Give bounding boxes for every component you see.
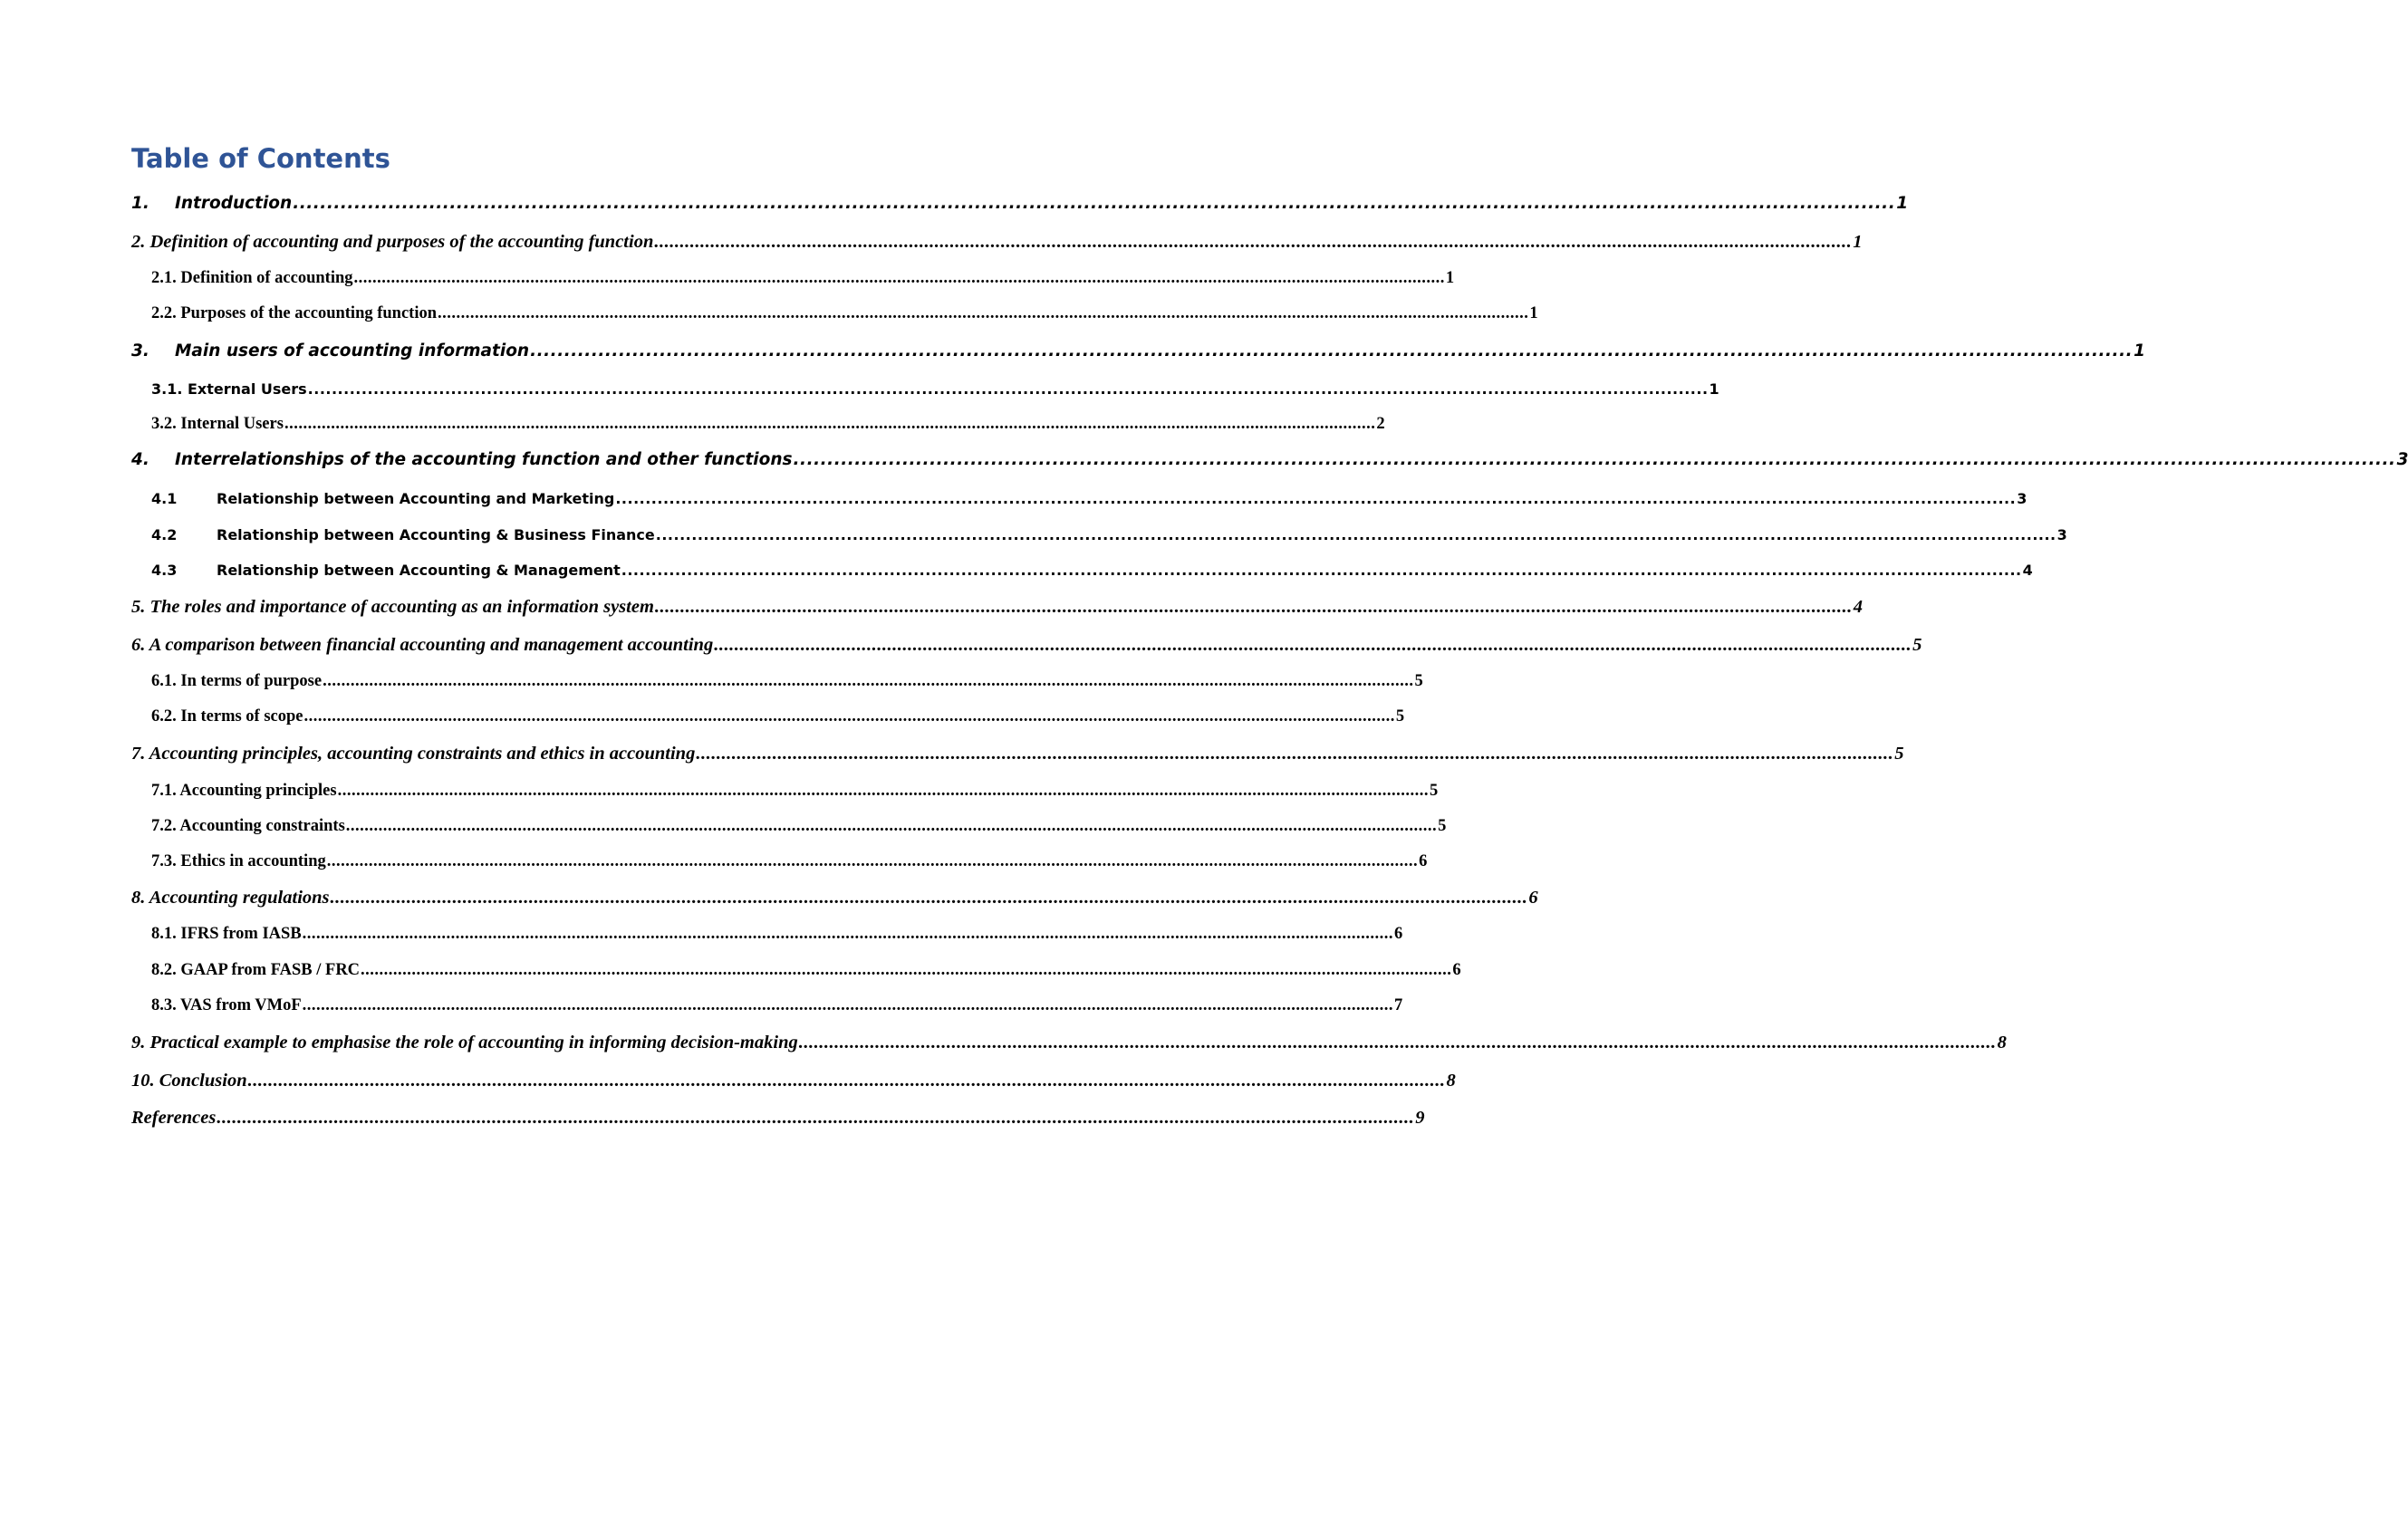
toc-leader-dots: ........................................................................................................................................................................................................................................... [307, 380, 1709, 398]
toc-leader-dots: ........................................................................................................................................................................................................................................... [798, 1033, 1997, 1053]
toc-leader-dots: ........................................................................................................................................................................................................................................... [303, 707, 1395, 726]
toc-entry-title: 7.1. Accounting principles [151, 782, 337, 800]
toc-leader-dots: ........................................................................................................................................................................................................................................... [293, 194, 1896, 213]
toc-entry-number: 4.3 [151, 562, 178, 579]
toc-leader-dots: ........................................................................................................................................................................................................................................... [302, 925, 1394, 943]
toc-entry[interactable] [151, 852, 1428, 871]
toc-entry[interactable] [151, 269, 1455, 288]
toc-entry[interactable] [131, 597, 1864, 618]
toc-entry-page: 6 [1528, 888, 1538, 908]
toc-entry-page: 1 [1529, 304, 1538, 322]
toc-entry-title: 2.2. Purposes of the accounting function [151, 304, 438, 322]
toc-entry-title: 7.2. Accounting constraints [151, 817, 345, 835]
toc-entry[interactable] [151, 415, 1385, 434]
toc-entry-page: 5 [1894, 744, 1904, 764]
toc-entry-title: 5. The roles and importance of accounting as an information system [131, 597, 654, 617]
toc-leader-dots: ........................................................................................................................................................................................................................................... [247, 1071, 1446, 1091]
toc-entry-title: 3.2. Internal Users [151, 415, 284, 433]
toc-leader-dots: ........................................................................................................................................................................................................................................... [345, 817, 1438, 835]
toc-entry[interactable] [131, 341, 2145, 360]
toc-entry-page: 3 [2396, 450, 2408, 469]
toc-leader-dots: ........................................................................................................................................................................................................................................... [326, 852, 1419, 870]
toc-entry[interactable] [151, 961, 1461, 980]
toc-entry-page: 5 [1414, 672, 1423, 690]
toc-entry-title: 9. Practical example to emphasise the role of accounting in informing decision-making [131, 1033, 798, 1053]
toc-entry-title: 10. Conclusion [131, 1071, 247, 1091]
toc-entry-page: 1 [1896, 194, 1909, 213]
toc-leader-dots: ........................................................................................................................................................................................................................................... [654, 597, 1853, 617]
toc-entry-number: 4.1 [151, 490, 178, 507]
toc-entry[interactable] [151, 526, 2067, 543]
toc-entry-page: 4 [1853, 597, 1864, 617]
toc-entry[interactable] [151, 562, 2033, 579]
toc-entry-number: 4. [131, 450, 149, 469]
toc-entry-page: 5 [1912, 635, 1922, 655]
toc-leader-dots: ........................................................................................................................................................................................................................................... [615, 490, 2017, 507]
toc-leader-dots: ........................................................................................................................................................................................................................................... [353, 269, 1445, 287]
toc-leader-dots: ........................................................................................................................................................................................................................................... [217, 1108, 1415, 1128]
toc-entry[interactable] [131, 232, 1863, 253]
toc-entry-page: 2 [1376, 415, 1385, 433]
toc-entry[interactable] [151, 304, 1538, 323]
toc-entry-title: 8.1. IFRS from IASB [151, 925, 302, 943]
toc-entry-title: 8.2. GAAP from FASB / FRC [151, 961, 361, 979]
toc-entry-title: 2. Definition of accounting and purposes of the accounting function [131, 232, 654, 252]
toc-title: Table of Contents [131, 143, 390, 174]
toc-leader-dots: ........................................................................................................................................................................................................................................... [793, 450, 2396, 469]
toc-entry[interactable] [151, 782, 1439, 801]
toc-entry-page: 1 [1709, 380, 1719, 398]
toc-entry-title: 7.3. Ethics in accounting [151, 852, 326, 870]
toc-entry[interactable] [131, 1071, 1456, 1091]
toc-entry-title: 8. Accounting regulations [131, 888, 330, 908]
toc-entry[interactable] [131, 194, 1909, 213]
toc-leader-dots: ........................................................................................................................................................................................................................................... [302, 996, 1394, 1014]
toc-entry-page: 9 [1415, 1108, 1425, 1128]
toc-entry[interactable] [151, 707, 1405, 726]
toc-leader-dots: ........................................................................................................................................................................................................................................... [696, 744, 1894, 764]
toc-entry-number: 3. [131, 341, 149, 360]
toc-entry-page: 4 [2022, 562, 2033, 579]
toc-entry[interactable] [151, 490, 2028, 507]
toc-entry-title: Relationship between Accounting and Marketing [217, 490, 615, 507]
toc-entry-page: 6 [1452, 961, 1461, 979]
toc-entry-page: 5 [1395, 707, 1405, 726]
toc-entry-page: 8 [1446, 1071, 1456, 1091]
toc-entry-title: 2.1. Definition of accounting [151, 269, 353, 287]
toc-leader-dots: ........................................................................................................................................................................................................................................... [284, 415, 1376, 433]
toc-entry-title: Relationship between Accounting & Business Finance [217, 526, 655, 543]
toc-entry-page: 8 [1997, 1033, 2007, 1053]
toc-entry[interactable] [131, 635, 1922, 656]
toc-leader-dots: ........................................................................................................................................................................................................................................... [530, 341, 2133, 360]
toc-leader-dots: ........................................................................................................................................................................................................................................... [337, 782, 1429, 800]
toc-entry[interactable] [131, 1033, 2007, 1053]
toc-entry-page: 6 [1419, 852, 1428, 870]
toc-entry-title: 6. A comparison between financial accounting and management accounting [131, 635, 714, 655]
toc-entry-title: 6.1. In terms of purpose [151, 672, 323, 690]
toc-entry[interactable] [131, 450, 2408, 469]
toc-leader-dots: ........................................................................................................................................................................................................................................... [621, 562, 2022, 579]
toc-entry[interactable] [151, 817, 1447, 836]
toc-entry-title: Introduction [175, 194, 293, 213]
toc-leader-dots: ........................................................................................................................................................................................................................................... [323, 672, 1414, 690]
toc-entry-title: 3.1. External Users [151, 380, 307, 398]
toc-entry-page: 1 [1445, 269, 1455, 287]
toc-entry-number: 4.2 [151, 526, 178, 543]
toc-entry[interactable] [151, 672, 1423, 691]
toc-leader-dots: ........................................................................................................................................................................................................................................... [714, 635, 1912, 655]
toc-entry-title: References [131, 1108, 217, 1128]
toc-entry[interactable] [131, 744, 1904, 764]
toc-entry-page: 1 [1853, 232, 1863, 252]
toc-entry-title: Main users of accounting information [175, 341, 530, 360]
toc-entry-page: 1 [2133, 341, 2145, 360]
toc-leader-dots: ........................................................................................................................................................................................................................................... [438, 304, 1529, 322]
toc-entry-page: 5 [1438, 817, 1447, 835]
toc-entry[interactable] [151, 925, 1403, 944]
toc-entry-number: 1. [131, 194, 149, 213]
toc-leader-dots: ........................................................................................................................................................................................................................................... [361, 961, 1452, 979]
toc-entry-page: 6 [1394, 925, 1403, 943]
toc-entry-page: 3 [2056, 526, 2067, 543]
toc-leader-dots: ........................................................................................................................................................................................................................................... [655, 526, 2056, 543]
toc-entry-title: 8.3. VAS from VMoF [151, 996, 302, 1014]
toc-leader-dots: ........................................................................................................................................................................................................................................... [654, 232, 1853, 252]
toc-entry[interactable] [131, 1108, 1425, 1129]
toc-leader-dots: ........................................................................................................................................................................................................................................... [330, 888, 1528, 908]
toc-entry-title: Relationship between Accounting & Management [217, 562, 621, 579]
toc-entry-page: 7 [1394, 996, 1403, 1014]
toc-entry-title: 7. Accounting principles, accounting constraints and ethics in accounting [131, 744, 696, 764]
toc-entry-page: 5 [1429, 782, 1439, 800]
toc-entry-title: 6.2. In terms of scope [151, 707, 303, 726]
toc-entry[interactable] [131, 888, 1538, 908]
toc-entry-page: 3 [2017, 490, 2028, 507]
toc-entry[interactable] [151, 996, 1403, 1015]
toc-entry-title: Interrelationships of the accounting function and other functions [175, 450, 793, 469]
toc-entry[interactable] [151, 380, 1719, 398]
